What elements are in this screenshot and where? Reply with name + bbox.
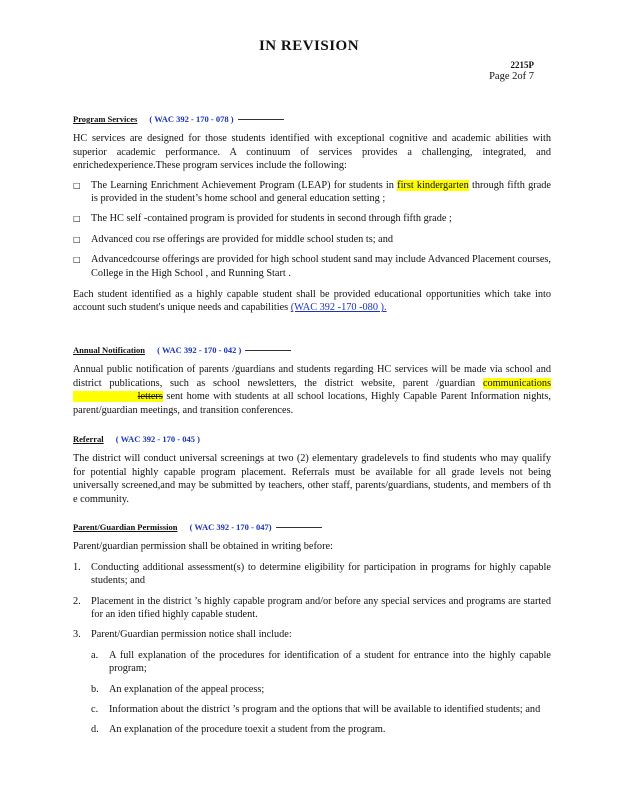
highlighted-text: first kindergarten xyxy=(397,179,469,191)
bullet-icon: □ xyxy=(73,255,81,265)
wac-reference: ( WAC 392 - 170 - 078 ) xyxy=(149,114,234,124)
section-paragraph: Each student identified as a highly capable student shall be provided educational opportunities which take into account such student's unique needs and capabilities (WAC 392 -170 -080 ). xyxy=(73,289,551,314)
heading-label: Program Services xyxy=(73,114,138,124)
wac-reference: ( WAC 392 - 170 - 047) xyxy=(189,522,272,532)
list-item: 1. Conducting additional assessment(s) to determine eligibility for participation in programs for highly capable students; and xyxy=(73,561,551,587)
list-item: □ The Learning Enrichment Achievement Program (LEAP) for students in first kindergarten through fifth grade is provided in the student’s home school and general education setting ; xyxy=(73,179,551,205)
section-paragraph: Parent/guardian permission shall be obtained in writing before: xyxy=(73,541,333,553)
list-item: 3. Parent/Guardian permission notice shall include: xyxy=(73,629,292,641)
annual-notification-section xyxy=(73,344,551,417)
permission-section xyxy=(73,521,551,737)
policy-number: 2215P xyxy=(510,60,534,70)
wac-link[interactable]: (WAC 392 -170 -080 ). xyxy=(290,302,387,314)
wac-reference: ( WAC 392 - 170 - 045 ) xyxy=(115,434,200,444)
section-heading xyxy=(73,521,551,534)
section-paragraph: The district will conduct universal screenings at two (2) elementary gradelevels to find students who may qualify for potential highly capable program placement. Referrals must be available for all grade levels not being universally screened,and may be submitted by teachers, other staff, parents/guardians, students, and members of th e community. xyxy=(73,453,551,505)
bullet-icon: □ xyxy=(73,180,81,190)
bullet-icon: □ xyxy=(73,214,81,224)
list-item: b. An explanation of the appeal process; xyxy=(91,683,265,695)
section-heading xyxy=(73,113,551,126)
heading-rule xyxy=(238,119,284,120)
page-title: IN REVISION xyxy=(258,38,360,54)
list-item: c. Information about the district ’s program and the options that will be available to identified students; and xyxy=(91,704,541,716)
bullet-icon: □ xyxy=(73,234,81,244)
list-item: d. An explanation of the procedure toexit a student from the program. xyxy=(91,724,386,736)
heading-label: Parent/Guardian Permission xyxy=(73,522,178,532)
list-item: □ Advanced cou rse offerings are provided for middle school studen ts; and xyxy=(73,233,394,245)
permission-list xyxy=(73,561,551,642)
section-paragraph: HC services are designed for those students identified with exceptional cognitive and academic abilities with superior academic performance. A continuum of services provides a challenging, integrated, and enrichedexperience.These program services include the following: xyxy=(73,133,551,172)
section-heading xyxy=(73,433,551,446)
program-services-section xyxy=(73,113,551,315)
list-item: a. A full explanation of the procedures for identification of a student for entrance into the highly capable program; xyxy=(91,649,551,675)
section-paragraph: Annual public notification of parents /guardians and students regarding HC services will be made via school and district publications, such as school newsletters, the district website, parent /guardian communications letters sent home with students at all school locations, Highly Capable Parent Information nights, parent/guardian meetings, and transition conferences. xyxy=(73,364,551,416)
list-item: □ The HC self -contained program is provided for students in second through fifth grade ; xyxy=(73,213,452,225)
referral-section xyxy=(73,433,551,506)
section-heading xyxy=(73,344,551,357)
highlighted-text: communications xyxy=(482,377,551,389)
heading-rule xyxy=(245,350,291,351)
wac-reference: ( WAC 392 - 170 - 042 ) xyxy=(157,345,242,355)
struck-text: letters xyxy=(137,391,163,403)
list-item: □ Advancedcourse offerings are provided for high school student sand may include Advanced Placement courses, College in the High School , and Running Start . xyxy=(73,254,551,279)
heading-label: Annual Notification xyxy=(73,345,146,355)
heading-rule xyxy=(276,527,322,528)
page-number: Page 2of 7 xyxy=(489,71,534,82)
notice-sublist xyxy=(73,649,551,737)
list-item: 2. Placement in the district ’s highly capable program and/or before any special services and programs are started for an iden tified highly capable student. xyxy=(73,595,551,621)
heading-label: Referral xyxy=(73,434,104,444)
services-list xyxy=(73,179,551,280)
